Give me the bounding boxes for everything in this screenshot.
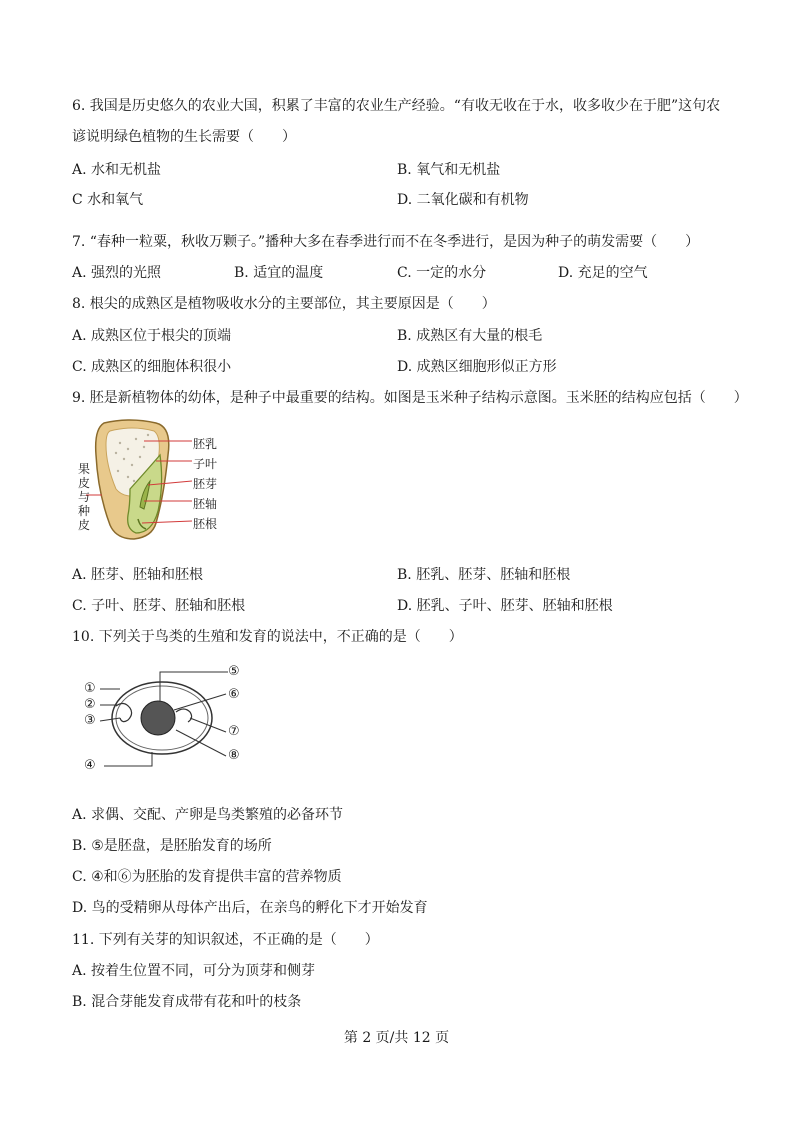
q8-option-d: D. 成熟区细胞形似正方形 — [397, 359, 557, 375]
egg-label-4: ④ — [84, 758, 96, 773]
page-number-footer: 第 2 页/共 12 页 — [343, 1030, 450, 1046]
bird-egg-diagram — [80, 660, 250, 775]
egg-label-3: ③ — [84, 713, 96, 728]
q7-option-d: D. 充足的空气 — [558, 265, 648, 281]
q11-stem: 11. 下列有关芽的知识叙述，不正确的是（ ） — [72, 932, 379, 948]
q9-option-c: C. 子叶、胚芽、胚轴和胚根 — [72, 598, 246, 614]
q6-stem-line2: 谚说明绿色植物的生长需要（ ） — [72, 129, 296, 145]
q9-option-b: B. 胚乳、胚芽、胚轴和胚根 — [397, 567, 571, 583]
egg-label-7: ⑦ — [228, 724, 240, 739]
q11-option-a: A. 按着生位置不同，可分为顶芽和侧芽 — [72, 963, 316, 979]
q10-option-d: D. 鸟的受精卵从母体产出后，在亲鸟的孵化下才开始发育 — [72, 900, 428, 916]
q9-option-d: D. 胚乳、子叶、胚芽、胚轴和胚根 — [397, 598, 613, 614]
cotyledon-label: 子叶 — [193, 457, 218, 471]
plumule-label: 胚芽 — [193, 477, 218, 491]
q8-option-a: A. 成熟区位于根尖的顶端 — [72, 328, 232, 344]
q7-option-a: A. 强烈的光照 — [72, 265, 162, 281]
q8-stem: 8. 根尖的成熟区是植物吸收水分的主要部位，其主要原因是（ ） — [72, 296, 496, 312]
seed-coat-label: 果 皮 与 种 皮 — [78, 462, 91, 532]
yolk-shape — [141, 701, 175, 735]
q10-option-b: B. ⑤是胚盘，是胚胎发育的场所 — [72, 838, 272, 854]
q8-option-c: C. 成熟区的细胞体积很小 — [72, 359, 232, 375]
endosperm-label: 胚乳 — [193, 437, 218, 451]
corn-seed-diagram — [72, 415, 247, 545]
egg-label-1: ① — [84, 681, 96, 696]
q11-option-b: B. 混合芽能发育成带有花和叶的枝条 — [72, 994, 302, 1010]
q7-option-c: C. 一定的水分 — [397, 265, 487, 281]
egg-label-6: ⑥ — [228, 687, 240, 702]
q7-option-b: B. 适宜的温度 — [234, 265, 324, 281]
q10-option-a: A. 求偶、交配、产卵是鸟类繁殖的必备环节 — [72, 807, 344, 823]
q6-option-a: A. 水和无机盐 — [72, 162, 162, 178]
q6-option-c: C 水和氧气 — [72, 192, 144, 208]
q6-option-d: D. 二氧化碳和有机物 — [397, 192, 529, 208]
q9-option-a: A. 胚芽、胚轴和胚根 — [72, 567, 204, 583]
q6-stem-line1: 6. 我国是历史悠久的农业大国，积累了丰富的农业生产经验。“有收无收在于水，收多收少在于肥”这句农 — [72, 98, 721, 114]
egg-label-5: ⑤ — [228, 664, 240, 679]
q6-option-b: B. 氧气和无机盐 — [397, 162, 501, 178]
q8-option-b: B. 成熟区有大量的根毛 — [397, 328, 543, 344]
q7-stem: 7. “春种一粒粟，秋收万颗子。”播种大多在春季进行而不在冬季进行，是因为种子的萌发需要（ ） — [72, 234, 700, 250]
q9-stem: 9. 胚是新植物体的幼体，是种子中最重要的结构。如图是玉米种子结构示意图。玉米胚的结构应包括（ ） — [72, 390, 748, 406]
radicle-label: 胚根 — [193, 517, 218, 531]
egg-label-8: ⑧ — [228, 748, 240, 763]
q10-option-c: C. ④和⑥为胚胎的发育提供丰富的营养物质 — [72, 869, 342, 885]
seed-part-labels — [193, 434, 217, 534]
egg-left-labels — [84, 681, 96, 729]
q10-stem: 10. 下列关于鸟类的生殖和发育的说法中，不正确的是（ ） — [72, 629, 463, 645]
egg-label-2: ② — [84, 697, 96, 712]
hypocotyl-label: 胚轴 — [193, 497, 218, 511]
